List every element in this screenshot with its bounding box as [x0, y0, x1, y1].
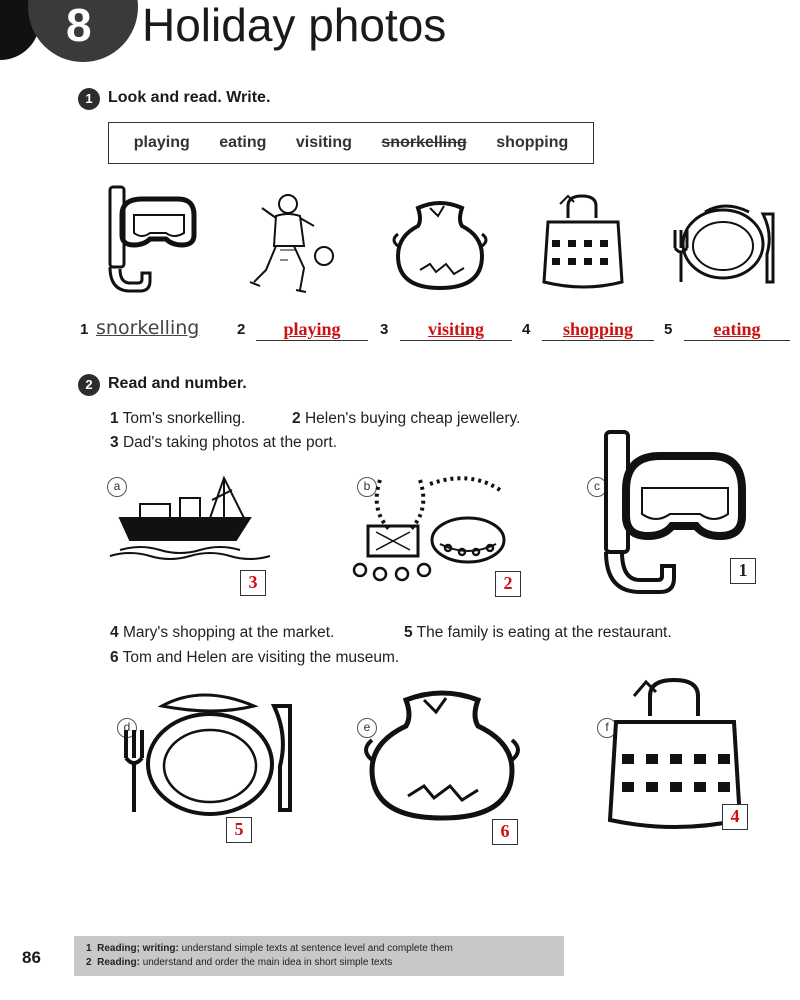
picture-b-label: b	[357, 477, 377, 497]
picture-f-answer[interactable]: 4	[722, 804, 748, 830]
word-box-item: shopping	[496, 134, 569, 151]
jewellery-icon	[340, 470, 510, 580]
exercise-1-instruction: Look and read. Write.	[108, 89, 271, 106]
plate-and-cutlery-icon	[665, 200, 780, 285]
picture-d-label: d	[117, 718, 137, 738]
picture-e-label: e	[357, 718, 377, 738]
picture-a-answer[interactable]: 3	[240, 570, 266, 596]
unit-number: 8	[66, 0, 92, 51]
note-2-number: 2	[86, 957, 92, 968]
answer-3-field[interactable]: visiting	[400, 318, 512, 341]
note-2-label: Reading:	[97, 957, 140, 968]
note-1-text: understand simple texts at sentence level and complete them	[181, 943, 453, 954]
note-1-label: Reading; writing:	[97, 943, 179, 954]
sentence-3-number: 3	[110, 434, 119, 451]
answer-3-number: 3	[380, 321, 389, 338]
answer-4-field[interactable]: shopping	[542, 318, 654, 341]
boy-playing-football-icon	[240, 190, 340, 300]
sentence-5-number: 5	[404, 624, 413, 641]
answer-5-field[interactable]: eating	[684, 318, 790, 341]
sentence-1-number: 1	[110, 410, 119, 427]
plate-and-cutlery-large-icon	[112, 690, 302, 820]
exercise-1-number: 1	[78, 88, 100, 110]
answer-2-number: 2	[237, 321, 246, 338]
sentence-4-text: Mary's shopping at the market.	[122, 624, 335, 641]
broken-vase-large-icon	[362, 686, 522, 826]
sentence-1	[110, 410, 245, 428]
sentence-3-text: Dad's taking photos at the port.	[122, 434, 338, 451]
sentence-4	[110, 624, 334, 642]
picture-c-answer[interactable]: 1	[730, 558, 756, 584]
answer-1-field[interactable]: snorkelling	[96, 317, 200, 339]
sentence-5-text: The family is eating at the restaurant.	[416, 624, 672, 641]
sentence-6-text: Tom and Helen are visiting the museum.	[122, 649, 400, 666]
picture-a-label: a	[107, 477, 127, 497]
sentence-2-number: 2	[292, 410, 301, 427]
curriculum-notes	[74, 936, 564, 976]
page-title: Holiday photos	[142, 0, 447, 51]
word-box-item: eating	[219, 134, 267, 151]
ship-port-icon	[110, 470, 270, 560]
broken-vase-icon	[390, 198, 490, 293]
sentence-4-number: 4	[110, 624, 119, 641]
answer-1-number: 1	[80, 321, 89, 338]
sentence-6	[110, 649, 399, 667]
picture-f-label: f	[597, 718, 617, 738]
note-2-text: understand and order the main idea in short simple texts	[142, 957, 393, 968]
word-box-item-crossed: snorkelling	[381, 134, 467, 151]
sentence-1-text: Tom's snorkelling.	[122, 410, 246, 427]
picture-e-answer[interactable]: 6	[492, 819, 518, 845]
picture-d-answer[interactable]: 5	[226, 817, 252, 843]
word-box	[108, 122, 594, 164]
note-1	[86, 942, 453, 955]
snorkel-mask-large-icon	[598, 430, 748, 605]
answer-2-field[interactable]: playing	[256, 318, 368, 341]
picture-c-label: c	[587, 477, 607, 497]
sentence-2	[292, 410, 520, 428]
unit-badge	[28, 0, 138, 62]
sentence-2-text: Helen's buying cheap jewellery.	[304, 410, 521, 427]
snorkel-mask-icon	[100, 185, 200, 300]
word-box-item: playing	[133, 134, 190, 151]
exercise-2-number: 2	[78, 374, 100, 396]
word-box-item: visiting	[295, 134, 352, 151]
picture-b-answer[interactable]: 2	[495, 571, 521, 597]
answer-4-number: 4	[522, 321, 531, 338]
page-number: 86	[22, 948, 41, 967]
answer-5-number: 5	[664, 321, 673, 338]
note-2	[86, 956, 392, 969]
sentence-5	[404, 624, 672, 642]
sentence-6-number: 6	[110, 649, 119, 666]
exercise-2-instruction: Read and number.	[108, 375, 247, 392]
shopping-bag-icon	[540, 192, 625, 292]
note-1-number: 1	[86, 943, 92, 954]
sentence-3	[110, 434, 337, 452]
